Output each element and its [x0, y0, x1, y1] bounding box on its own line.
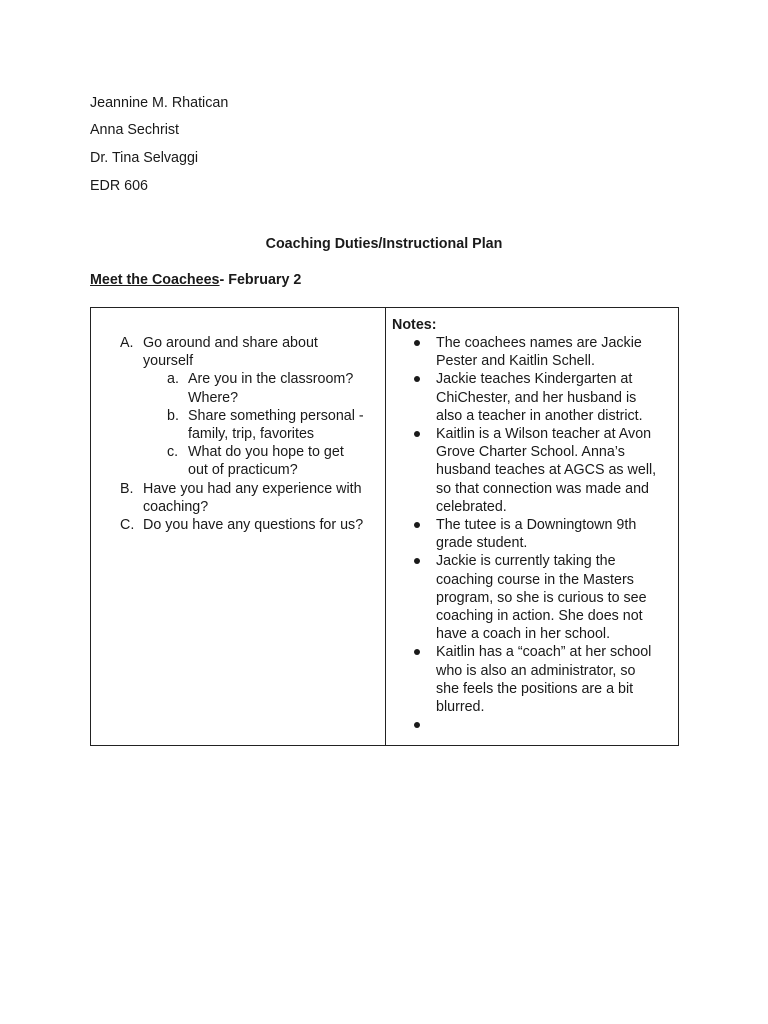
plan-subitem-marker: b. [167, 407, 179, 424]
notes-bullet-text: Kaitlin has a “coach” at her school [436, 644, 652, 661]
plan-item-marker: A. [120, 335, 134, 351]
notes-bullet-text: coaching in action. She does not [436, 608, 643, 624]
notes-bullet-text: Pester and Kaitlin Schell. [436, 353, 595, 370]
bullet-icon [414, 340, 420, 346]
plan-subitem-text: out of practicum? [188, 462, 298, 479]
plan-item-marker: C. [120, 517, 135, 533]
plan-subitem-text: Are you in the classroom? [188, 371, 354, 388]
notes-bullet-text: so that connection was made and [436, 480, 650, 497]
author-name-2: Anna Sechrist [90, 122, 180, 138]
plan-subitem-text: Where? [188, 389, 239, 406]
bullet-icon [414, 376, 420, 382]
notes-bullet-text: coaching course in the Masters [436, 571, 634, 588]
plan-subitem-marker: c. [167, 444, 179, 461]
course-code: EDR 606 [90, 178, 149, 194]
plan-item-text: Do you have any questions for us? [143, 517, 364, 533]
notes-bullet-text: Grove Charter School. Anna’s [436, 444, 625, 461]
bullet-icon [414, 431, 420, 437]
notes-bullet-text: celebrated. [436, 498, 507, 515]
notes-bullet-text: Kaitlin is a Wilson teacher at Avon [436, 426, 652, 442]
plan-subitem-text: Share something personal - [188, 407, 364, 424]
notes-bullet-text: Jackie teaches Kindergarten at [436, 371, 633, 388]
bullet-icon [414, 722, 420, 728]
document-title: Coaching Duties/Instructional Plan [265, 236, 503, 252]
notes-bullet-text: program, so she is curious to see [436, 589, 647, 606]
notes-bullet-text: have a coach in her school. [436, 626, 611, 643]
notes-bullet-text: she feels the positions are a bit [436, 680, 634, 697]
section-heading-date: - February 2 [219, 272, 302, 288]
plan-subitem-text: family, trip, favorites [188, 426, 315, 442]
notes-bullet-text: ChiChester, and her husband is [436, 389, 637, 406]
notes-bullet-text: blurred. [436, 699, 485, 715]
instructor-name: Dr. Tina Selvaggi [90, 150, 199, 166]
plan-subitem-text: What do you hope to get [188, 444, 344, 461]
notes-bullet-text: also a teacher in another district. [436, 407, 643, 424]
plan-item-marker: B. [120, 480, 134, 497]
section-heading-underlined: Meet the Coachees [90, 272, 220, 288]
notes-bullet-text: husband teaches at AGCS as well, [436, 462, 657, 479]
plan-item-text: yourself [143, 353, 194, 370]
bullet-icon [414, 522, 420, 528]
notes-bullet-text: The tutee is a Downingtown 9th [436, 517, 637, 533]
notes-bullet-text: who is also an administrator, so [436, 662, 636, 679]
bullet-icon [414, 558, 420, 564]
author-name-1: Jeannine M. Rhatican [90, 95, 229, 111]
bullet-icon [414, 649, 420, 655]
plan-table [90, 307, 679, 746]
notes-bullet-text: Jackie is currently taking the [436, 553, 616, 570]
table-column-divider [385, 308, 386, 745]
notes-bullet-text: The coachees names are Jackie [436, 335, 642, 351]
notes-bullet-text: grade student. [436, 535, 528, 552]
notes-label: Notes: [392, 317, 437, 333]
plan-subitem-marker: a. [167, 371, 179, 388]
section-heading [90, 271, 301, 289]
plan-item-text: Go around and share about [143, 335, 318, 351]
plan-item-text: Have you had any experience with [143, 480, 362, 497]
plan-item-text: coaching? [143, 498, 209, 515]
